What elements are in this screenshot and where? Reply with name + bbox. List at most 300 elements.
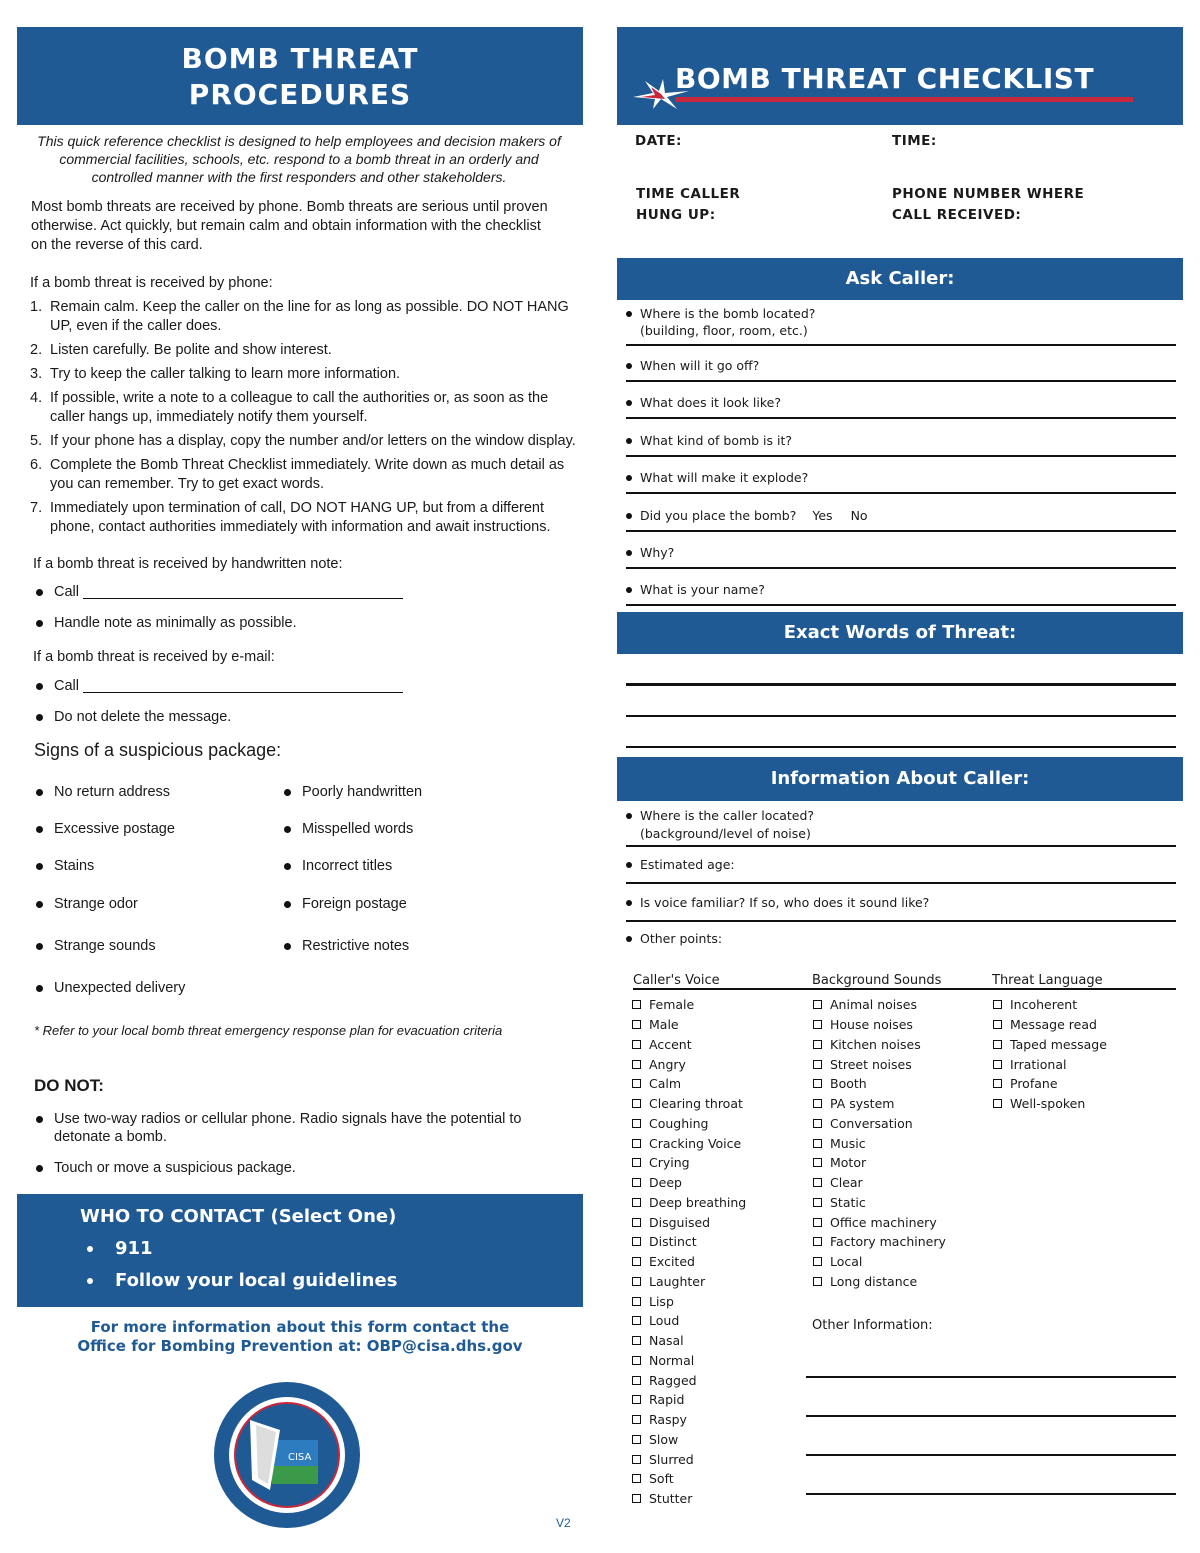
checkbox-option[interactable]	[813, 1114, 946, 1134]
checkbox-option[interactable]	[632, 1430, 746, 1450]
phone-step	[30, 499, 585, 537]
step-number: 6.	[30, 457, 43, 473]
note-heading: If a bomb threat is received by handwritten note:	[33, 556, 343, 572]
checkbox-option[interactable]	[632, 1252, 746, 1272]
phone-step	[30, 389, 585, 427]
checkbox-label: Well-spoken	[1010, 1096, 1086, 1112]
email-heading: If a bomb threat is received by e-mail:	[33, 649, 275, 665]
do-not-text-1: Use two-way radios or cellular phone. Radio signals have the potential to detonate a bomb.	[54, 1111, 522, 1145]
sign-text: Poorly handwritten	[302, 784, 423, 800]
checkbox-label: Coughing	[649, 1115, 709, 1131]
bullet-icon	[36, 1165, 43, 1172]
suspicious-sign-item	[36, 980, 185, 996]
bullet-icon	[626, 311, 632, 317]
phone-number-label-line-1: PHONE NUMBER WHERE	[892, 186, 1085, 202]
sign-text: No return address	[54, 784, 171, 800]
checkbox-icon[interactable]	[813, 1237, 822, 1246]
checkbox-icon[interactable]	[632, 1395, 641, 1404]
checkbox-icon[interactable]	[632, 1356, 641, 1365]
sign-text: Strange sounds	[54, 938, 156, 954]
other-info-line-4[interactable]	[806, 1493, 1176, 1495]
step-number: 2.	[30, 342, 43, 358]
step-text: If your phone has a display, copy the number and/or letters on the window display.	[50, 433, 576, 449]
suspicious-sign-item	[284, 858, 392, 874]
do-not-item-2	[36, 1160, 296, 1176]
checkbox-label: Music	[830, 1135, 866, 1151]
checkbox-option[interactable]	[993, 1035, 1107, 1055]
checkbox-option[interactable]	[632, 1331, 746, 1351]
checkbox-label: House noises	[830, 1017, 913, 1033]
suspicious-sign-item	[36, 896, 138, 912]
checkbox-option[interactable]	[813, 1193, 946, 1213]
step-text: Complete the Bomb Threat Checklist immediately. Write down as much detail as you can remember. Try to get exact words.	[50, 457, 565, 492]
hung-up-label	[636, 184, 740, 226]
note-handle-item	[36, 615, 297, 631]
checkbox-option[interactable]	[632, 1449, 746, 1469]
step-number: 5.	[30, 433, 43, 449]
procedures-title-line2: PROCEDURES	[188, 78, 412, 111]
exact-words-line-2[interactable]	[626, 715, 1176, 717]
checkbox-icon[interactable]	[632, 1119, 641, 1128]
more-info-line-1: For more information about this form contact the	[90, 1318, 510, 1336]
email-call-blank[interactable]	[83, 680, 403, 693]
who-to-contact-title: WHO TO CONTACT (Select One)	[80, 1206, 397, 1227]
step-text: If possible, write a note to a colleague to call the authorities or, as soon as the caller hangs up, immediately notify them yourself.	[50, 390, 549, 425]
bullet-icon	[36, 620, 43, 627]
checkbox-label: Clear	[830, 1175, 863, 1191]
email-delete-text: Do not delete the message.	[54, 709, 232, 725]
intro-paragraph: Most bomb threats are received by phone. Bomb threats are serious until proven otherwise. Act quickly, but remain calm and obtain information with the checklist on the reverse of this card.	[31, 199, 548, 253]
answer-line[interactable]	[626, 417, 1176, 419]
checkbox-icon[interactable]	[632, 1316, 641, 1325]
checkbox-option[interactable]	[632, 1074, 746, 1094]
checkbox-label: Excited	[649, 1254, 695, 1270]
question-text: What will make it explode?	[640, 470, 809, 485]
checkbox-label: Street noises	[830, 1056, 912, 1072]
callers-voice-list	[632, 995, 746, 1509]
checkbox-option[interactable]	[813, 1015, 946, 1035]
question-text: Did you place the bomb?	[640, 508, 797, 523]
checkbox-icon[interactable]	[632, 1237, 641, 1246]
question-subtext: (building, floor, room, etc.)	[640, 323, 808, 338]
checkbox-icon[interactable]	[813, 1139, 822, 1148]
background-sounds-heading: Background Sounds	[812, 973, 942, 988]
exact-words-banner	[617, 612, 1183, 654]
sign-text: Misspelled words	[302, 821, 414, 837]
checkbox-option[interactable]	[632, 1193, 746, 1213]
checkbox-icon[interactable]	[632, 1297, 641, 1306]
bullet-icon	[626, 400, 632, 406]
other-information-label: Other Information:	[812, 1318, 933, 1333]
checkbox-icon[interactable]	[632, 1257, 641, 1266]
checkbox-label: Incoherent	[1010, 997, 1078, 1013]
step-number: 1.	[30, 299, 43, 315]
suspicious-sign-item	[36, 821, 175, 837]
checkbox-label: Nasal	[649, 1333, 684, 1349]
checkbox-option[interactable]	[632, 1153, 746, 1173]
checkbox-icon[interactable]	[632, 1099, 641, 1108]
checkbox-label: Crying	[649, 1155, 690, 1171]
more-info	[17, 1318, 583, 1356]
checkbox-option[interactable]	[813, 1232, 946, 1252]
phone-steps-list	[30, 298, 585, 542]
checkbox-icon[interactable]	[632, 1415, 641, 1424]
checkbox-label: Kitchen noises	[830, 1036, 921, 1052]
checkbox-option[interactable]	[632, 1133, 746, 1153]
info-about-caller-title: Information About Caller:	[770, 768, 1030, 789]
exact-words-title: Exact Words of Threat:	[783, 622, 1017, 643]
checkbox-option[interactable]	[632, 1035, 746, 1055]
sign-text: Stains	[54, 858, 95, 874]
checkbox-label: Lisp	[649, 1293, 674, 1309]
signs-heading: Signs of a suspicious package:	[34, 740, 282, 760]
bullet-icon	[626, 587, 632, 593]
checkbox-label: Factory machinery	[830, 1234, 946, 1250]
who-to-contact-box	[17, 1194, 583, 1307]
checkbox-option[interactable]	[632, 1489, 746, 1509]
answer-line[interactable]	[626, 492, 1176, 494]
bullet-icon	[626, 513, 632, 519]
checkbox-label: Accent	[649, 1036, 692, 1052]
refer-note: * Refer to your local bomb threat emergency response plan for evacuation criteria	[34, 1023, 503, 1038]
note-call-item	[36, 584, 403, 600]
checkbox-label: Slow	[649, 1431, 679, 1447]
bullet-icon	[36, 589, 43, 596]
checkbox-icon[interactable]	[813, 1040, 822, 1049]
bullet-icon	[284, 943, 291, 950]
checkbox-option[interactable]	[632, 1410, 746, 1430]
bullet-icon	[626, 363, 632, 369]
checkbox-option[interactable]	[632, 1291, 746, 1311]
other-info-line-1[interactable]	[806, 1376, 1176, 1378]
checkbox-option[interactable]	[632, 995, 746, 1015]
checkbox-icon[interactable]	[813, 1060, 822, 1069]
step-text: Remain calm. Keep the caller on the line for as long as possible. DO NOT HANG UP, even if the caller does.	[50, 299, 569, 334]
caller-info-question	[626, 857, 1176, 872]
sign-text: Restrictive notes	[302, 938, 410, 954]
question-subtext: (background/level of noise)	[640, 826, 811, 841]
suspicious-sign-item	[284, 938, 409, 954]
bullet-icon	[284, 901, 291, 908]
checkbox-option[interactable]	[632, 1054, 746, 1074]
checkbox-option[interactable]	[813, 1074, 946, 1094]
email-delete-item	[36, 709, 231, 725]
checkbox-label: Deep	[649, 1175, 682, 1191]
contact-911-text: 911	[115, 1238, 153, 1259]
checkbox-icon[interactable]	[993, 1079, 1002, 1088]
question-text: What does it look like?	[640, 395, 781, 410]
checkbox-option[interactable]	[813, 1272, 946, 1292]
checkbox-label: Female	[649, 997, 695, 1013]
question-text: Where is the caller located?	[640, 808, 815, 823]
checkbox-label: Soft	[649, 1471, 674, 1487]
question-text: What kind of bomb is it?	[640, 433, 793, 448]
callers-voice-heading: Caller's Voice	[633, 973, 720, 988]
step-text: Immediately upon termination of call, DO NOT HANG UP, but from a different phone, contact authorities immediately with information and await instructions.	[50, 500, 551, 535]
checkbox-icon[interactable]	[632, 1277, 641, 1286]
checkbox-option[interactable]	[813, 1153, 946, 1173]
checkbox-label: Laughter	[649, 1273, 706, 1289]
checkbox-label: Conversation	[830, 1115, 913, 1131]
question-text: Other points:	[640, 931, 723, 946]
answer-line[interactable]	[626, 380, 1176, 382]
seal-label: CISA	[288, 1452, 312, 1463]
answer-line[interactable]	[626, 604, 1176, 606]
checkbox-icon[interactable]	[632, 1435, 641, 1444]
sign-text: Incorrect titles	[302, 858, 393, 874]
checkbox-icon[interactable]	[813, 1277, 822, 1286]
ask-caller-question	[626, 508, 1176, 523]
checkbox-label: Ragged	[649, 1372, 697, 1388]
checkbox-label: Irrational	[1010, 1056, 1067, 1072]
exact-words-line-1[interactable]	[626, 683, 1176, 686]
checkbox-option[interactable]	[993, 995, 1107, 1015]
other-info-line-3[interactable]	[806, 1454, 1176, 1456]
ask-caller-question	[626, 306, 1176, 338]
answer-line[interactable]	[626, 567, 1176, 569]
checkbox-label: Angry	[649, 1056, 686, 1072]
checkbox-option[interactable]	[813, 995, 946, 1015]
bullet-icon	[626, 813, 632, 819]
bullet-icon	[626, 936, 632, 942]
bullet-icon	[36, 789, 43, 796]
phone-step	[30, 365, 585, 384]
suspicious-sign-item	[36, 938, 156, 954]
answer-line[interactable]	[626, 530, 1176, 532]
bullet-icon	[36, 985, 43, 992]
ask-caller-question	[626, 395, 1176, 410]
checkbox-label: Cracking Voice	[649, 1135, 742, 1151]
question-text: Why?	[640, 545, 675, 560]
checkbox-label: Taped message	[1010, 1036, 1107, 1052]
checkbox-option[interactable]	[632, 1232, 746, 1252]
procedures-banner	[17, 27, 583, 125]
checkbox-icon[interactable]	[993, 1020, 1002, 1029]
other-info-line-2[interactable]	[806, 1415, 1176, 1417]
caller-info-question	[626, 931, 1176, 946]
checkbox-icon[interactable]	[632, 1158, 641, 1167]
checkbox-option[interactable]	[632, 1311, 746, 1331]
checkbox-icon[interactable]	[632, 1020, 641, 1029]
answer-line[interactable]	[626, 455, 1176, 457]
checkbox-option[interactable]	[813, 1133, 946, 1153]
bullet-icon	[87, 1278, 93, 1284]
checkbox-option[interactable]	[993, 1054, 1107, 1074]
checkbox-label: Slurred	[649, 1451, 694, 1467]
checkbox-option[interactable]	[632, 1370, 746, 1390]
checkbox-option[interactable]	[993, 1074, 1107, 1094]
sign-text: Strange odor	[54, 896, 138, 912]
bullet-icon	[36, 901, 43, 908]
checkbox-label: Deep breathing	[649, 1194, 747, 1210]
checkbox-icon[interactable]	[632, 1178, 641, 1187]
checkbox-icon[interactable]	[813, 1000, 822, 1009]
checkbox-icon[interactable]	[993, 1000, 1002, 1009]
checkbox-icon[interactable]	[632, 1376, 641, 1385]
checkbox-label: Distinct	[649, 1234, 697, 1250]
no-option[interactable]: No	[850, 508, 868, 523]
note-handle-text: Handle note as minimally as possible.	[54, 615, 297, 631]
checkbox-icon[interactable]	[993, 1040, 1002, 1049]
step-text: Try to keep the caller talking to learn more information.	[50, 366, 401, 382]
suspicious-sign-item	[284, 821, 413, 837]
step-text: Listen carefully. Be polite and show interest.	[50, 342, 332, 358]
checkbox-icon[interactable]	[632, 1198, 641, 1207]
checkbox-label: Local	[830, 1254, 863, 1270]
checklist-banner	[617, 27, 1183, 125]
checkbox-option[interactable]	[632, 1272, 746, 1292]
checkbox-option[interactable]	[632, 1114, 746, 1134]
checkbox-label: Loud	[649, 1313, 680, 1329]
phone-number-label	[892, 184, 1084, 226]
checkbox-icon[interactable]	[813, 1099, 822, 1108]
checkbox-icon[interactable]	[632, 1336, 641, 1345]
ask-caller-title: Ask Caller:	[845, 268, 955, 289]
bullet-icon	[626, 475, 632, 481]
checkbox-option[interactable]	[632, 1390, 746, 1410]
caller-info-question	[626, 895, 1176, 910]
ask-caller-question	[626, 582, 1176, 597]
sign-text: Unexpected delivery	[54, 980, 186, 996]
bullet-icon	[36, 863, 43, 870]
checkbox-label: Disguised	[649, 1214, 711, 1230]
do-not-item-1	[36, 1110, 576, 1146]
bullet-icon	[626, 550, 632, 556]
version-label: V2	[556, 1516, 571, 1530]
checkbox-option[interactable]	[632, 1469, 746, 1489]
checkbox-label: Message read	[1010, 1017, 1097, 1033]
checkbox-icon[interactable]	[813, 1158, 822, 1167]
checkbox-option[interactable]	[632, 1015, 746, 1035]
checkbox-icon[interactable]	[632, 1000, 641, 1009]
checkbox-icon[interactable]	[632, 1455, 641, 1464]
checkbox-option[interactable]	[632, 1212, 746, 1232]
checkbox-icon[interactable]	[813, 1198, 822, 1207]
bullet-icon	[36, 826, 43, 833]
contact-local-text: Follow your local guidelines	[115, 1270, 398, 1291]
bullet-icon	[36, 714, 43, 721]
bullet-icon	[626, 900, 632, 906]
question-text: When will it go off?	[640, 358, 760, 373]
checkbox-option[interactable]	[632, 1351, 746, 1371]
checkbox-option[interactable]	[813, 1173, 946, 1193]
bullet-icon	[284, 863, 291, 870]
checkbox-option[interactable]	[632, 1173, 746, 1193]
checkbox-label: Rapid	[649, 1392, 685, 1408]
checkbox-icon[interactable]	[632, 1079, 641, 1088]
checkbox-icon[interactable]	[813, 1257, 822, 1266]
answer-line[interactable]	[626, 845, 1176, 847]
yes-option[interactable]: Yes	[812, 508, 833, 523]
suspicious-sign-item	[36, 858, 94, 874]
hung-up-label-line-2: HUNG UP:	[636, 207, 716, 223]
ask-caller-question	[626, 545, 1176, 560]
note-call-label: Call	[54, 584, 79, 600]
info-about-caller-banner	[617, 757, 1183, 801]
email-call-item	[36, 678, 403, 694]
checkbox-label: Calm	[649, 1076, 682, 1092]
checkbox-label: PA system	[830, 1096, 895, 1112]
checkbox-icon[interactable]	[632, 1060, 641, 1069]
ask-caller-question	[626, 470, 1176, 485]
bullet-icon	[626, 862, 632, 868]
contact-item-local	[87, 1270, 397, 1291]
answer-line[interactable]	[626, 344, 1176, 346]
step-number: 4.	[30, 390, 43, 406]
checkbox-icon[interactable]	[993, 1060, 1002, 1069]
checkbox-option[interactable]	[813, 1054, 946, 1074]
contact-item-911	[87, 1238, 153, 1259]
checkbox-label: Motor	[830, 1155, 867, 1171]
checkbox-icon[interactable]	[813, 1020, 822, 1029]
checkbox-icon[interactable]	[632, 1040, 641, 1049]
exact-words-line-3[interactable]	[626, 746, 1176, 748]
answer-line[interactable]	[626, 920, 1176, 922]
more-info-line-2[interactable]: Office for Bombing Prevention at: OBP@cisa.dhs.gov	[77, 1337, 523, 1355]
checkbox-label: Clearing throat	[649, 1096, 743, 1112]
phone-step	[30, 341, 585, 360]
bullet-icon	[87, 1246, 93, 1252]
phone-step	[30, 456, 585, 494]
bullet-icon	[626, 438, 632, 444]
question-text: Is voice familiar? If so, who does it sound like?	[640, 895, 930, 910]
sign-text: Excessive postage	[54, 821, 175, 837]
checkbox-label: Normal	[649, 1352, 695, 1368]
checkbox-icon[interactable]	[632, 1139, 641, 1148]
checklist-title: BOMB THREAT CHECKLIST	[675, 62, 1095, 95]
bullet-icon	[284, 789, 291, 796]
checkbox-icon[interactable]	[813, 1178, 822, 1187]
bullet-icon	[284, 826, 291, 833]
checkbox-option[interactable]	[813, 1094, 946, 1114]
checkbox-option[interactable]	[993, 1015, 1107, 1035]
checkbox-icon[interactable]	[813, 1119, 822, 1128]
email-call-label: Call	[54, 678, 79, 694]
question-text: Estimated age:	[640, 857, 735, 872]
checkbox-icon[interactable]	[632, 1474, 641, 1483]
do-not-text-2: Touch or move a suspicious package.	[54, 1160, 296, 1176]
checkbox-option[interactable]	[813, 1035, 946, 1055]
question-text: What is your name?	[640, 582, 765, 597]
checkbox-icon[interactable]	[813, 1218, 822, 1227]
bullet-icon	[36, 683, 43, 690]
checkbox-option[interactable]	[993, 1094, 1107, 1114]
checkbox-label: Stutter	[649, 1491, 693, 1507]
checkbox-icon[interactable]	[632, 1494, 641, 1503]
checkbox-icon[interactable]	[632, 1218, 641, 1227]
note-call-blank[interactable]	[83, 586, 403, 599]
checkbox-label: Office machinery	[830, 1214, 937, 1230]
checkbox-label: Long distance	[830, 1273, 918, 1289]
procedures-title-line1: BOMB THREAT	[181, 42, 419, 75]
answer-line[interactable]	[626, 882, 1176, 884]
background-sounds-list	[813, 995, 946, 1291]
checkbox-label: Static	[830, 1194, 866, 1210]
do-not-heading: DO NOT:	[34, 1076, 104, 1095]
ask-caller-question	[626, 433, 1176, 448]
caller-info-question	[626, 808, 1176, 841]
checkbox-icon[interactable]	[813, 1079, 822, 1088]
checkbox-icon[interactable]	[993, 1099, 1002, 1108]
checkbox-option[interactable]	[813, 1212, 946, 1232]
checkbox-label: Booth	[830, 1076, 867, 1092]
suspicious-sign-item	[284, 896, 407, 912]
cisa-seal	[210, 1380, 364, 1530]
phone-step	[30, 432, 585, 451]
suspicious-sign-item	[36, 784, 170, 800]
checkbox-option[interactable]	[813, 1252, 946, 1272]
checkbox-option[interactable]	[632, 1094, 746, 1114]
